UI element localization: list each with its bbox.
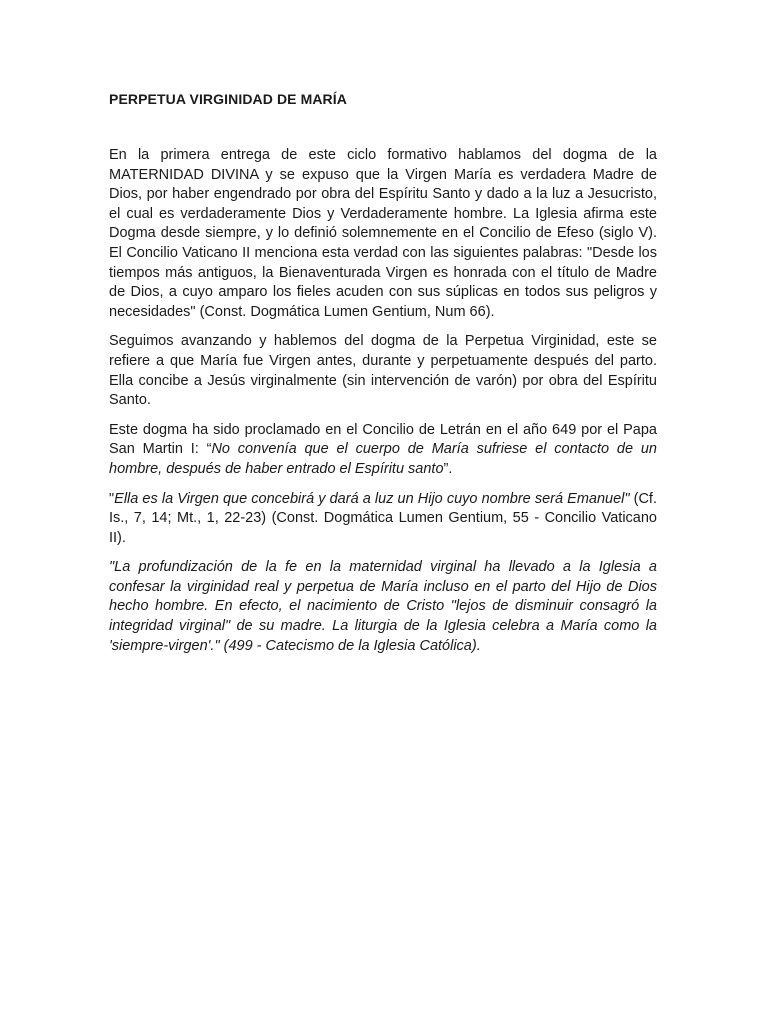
paragraph-concilio-letran (109, 421, 657, 480)
letran-quote: No convenía que el cuerpo de María sufriese el contacto de un hombre, después de haber entrado el Espíritu santo (109, 441, 657, 477)
paragraph-emanuel (109, 490, 657, 549)
catecismo-quote: "La profundización de la fe en la maternidad virginal ha llevado a la Iglesia a confesar la virginidad real y perpetua de María incluso en el parto del Hijo de Dios hecho hombre. En efecto, el nacimiento de Cristo "lejos de disminuir consagró la integridad virginal" de su madre. La liturgia de la Iglesia celebra a María como la 'siempre-virgen'." (499 - Catecismo de la Iglesia Católica). (109, 559, 657, 654)
emanuel-open-quote: " (109, 490, 115, 507)
document-title: PERPETUA VIRGINIDAD DE MARÍA (109, 91, 347, 107)
paragraph-perpetua-virginidad: Seguimos avanzando y hablemos del dogma de la Perpetua Virginidad, este se refiere a que María fue Virgen antes, durante y perpetuamente después del parto. Ella concibe a Jesús virginalmente (sin intervención de varón) por obra del Espíritu Santo. (109, 333, 657, 409)
paragraph-maternidad-divina: En la primera entrega de este ciclo formativo hablamos del dogma de la MATERNIDAD DIVINA y se expuso que la Virgen María es verdadera Madre de Dios, por haber engendrado por obra del Espíritu Santo y dado a la luz a Jesucristo, el cual es verdaderamente Dios y Verdaderamente hombre. La Iglesia afirma este Dogma desde siempre, y lo definió solemnemente en el Concilio de Efeso (siglo V). El Concilio Vaticano II menciona esta verdad con las siguientes palabras: "Desde los tiempos más antiguos, la Bienaventurada Virgen es honrada con el título de Madre de Dios, a cuyo amparo los fieles acuden con sus súplicas en todos sus peligros y necesidades" (Const. Dogmática Lumen Gentium, Num 66). (109, 147, 657, 320)
letran-lead-text: Este dogma ha sido proclamado en el Concilio de Letrán en el año 649 por el Papa San Martin I: “ (109, 421, 657, 458)
paragraph-catecismo (109, 558, 657, 656)
emanuel-citation: (Cf. Is., 7, 14; Mt., 1, 22-23) (Const. Dogmática Lumen Gentium, 55 - Concilio Vaticano II). (109, 490, 657, 546)
emanuel-quote: Ella es la Virgen que concebirá y dará a luz un Hijo cuyo nombre será Emanuel" (114, 490, 630, 507)
letran-tail-text: ”. (443, 460, 453, 477)
